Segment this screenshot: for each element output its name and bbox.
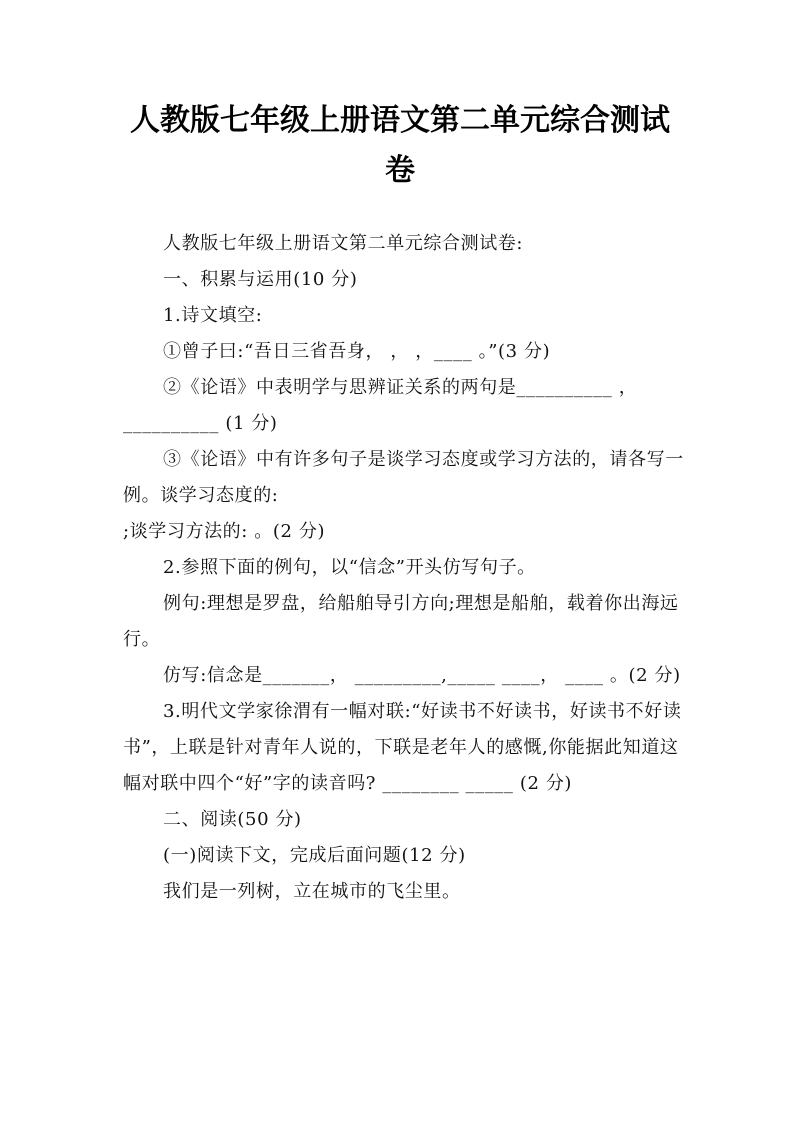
question-1-item-3-cont: ;谈学习方法的: 。(2 分)	[123, 521, 326, 542]
title-line-2: 卷	[385, 153, 415, 188]
question-1-item-2: ②《论语》中表明学与思辨证关系的两句是__________ ，__________ (1 分)	[123, 377, 638, 434]
title-line-1: 人教版七年级上册语文第二单元综合测试	[130, 103, 670, 138]
question-1-item-3: ③《论语》中有许多句子是谈学习态度或学习方法的，请各写一例。谈学习态度的:	[123, 449, 684, 506]
question-2-imitation: 仿写:信念是_______， _________,_____ ____， ____ 。(2 分)	[163, 665, 681, 686]
question-1-heading: 1.诗文填空:	[163, 305, 263, 326]
paragraph-intro: 人教版七年级上册语文第二单元综合测试卷:	[163, 233, 524, 254]
document-title	[110, 96, 690, 196]
document-body	[123, 226, 689, 910]
question-2: 2.参照下面的例句，以“信念”开头仿写句子。	[163, 557, 536, 578]
reading-text-line: 我们是一列树，立在城市的飞尘里。	[163, 881, 461, 902]
question-3: 3.明代文学家徐渭有一幅对联:“好读书不好读书，好读书不好读书”，上联是针对青年人说的，下联是老年人的感慨,你能据此知道这幅对联中四个“好”字的读音吗? ________ _____ (2 分)	[123, 701, 682, 794]
section-heading-reading: 二、阅读(50 分)	[163, 809, 302, 830]
section-heading-accumulation: 一、积累与运用(10 分)	[163, 269, 358, 290]
reading-part-1-heading: (一)阅读下文，完成后面问题(12 分)	[163, 845, 466, 866]
question-1-item-1: ①曾子曰:“吾日三省吾身， ， ，____ 。”(3 分)	[163, 341, 551, 362]
question-2-example: 例句:理想是罗盘，给船舶导引方向;理想是船舶，载着你出海远行。	[123, 593, 679, 650]
